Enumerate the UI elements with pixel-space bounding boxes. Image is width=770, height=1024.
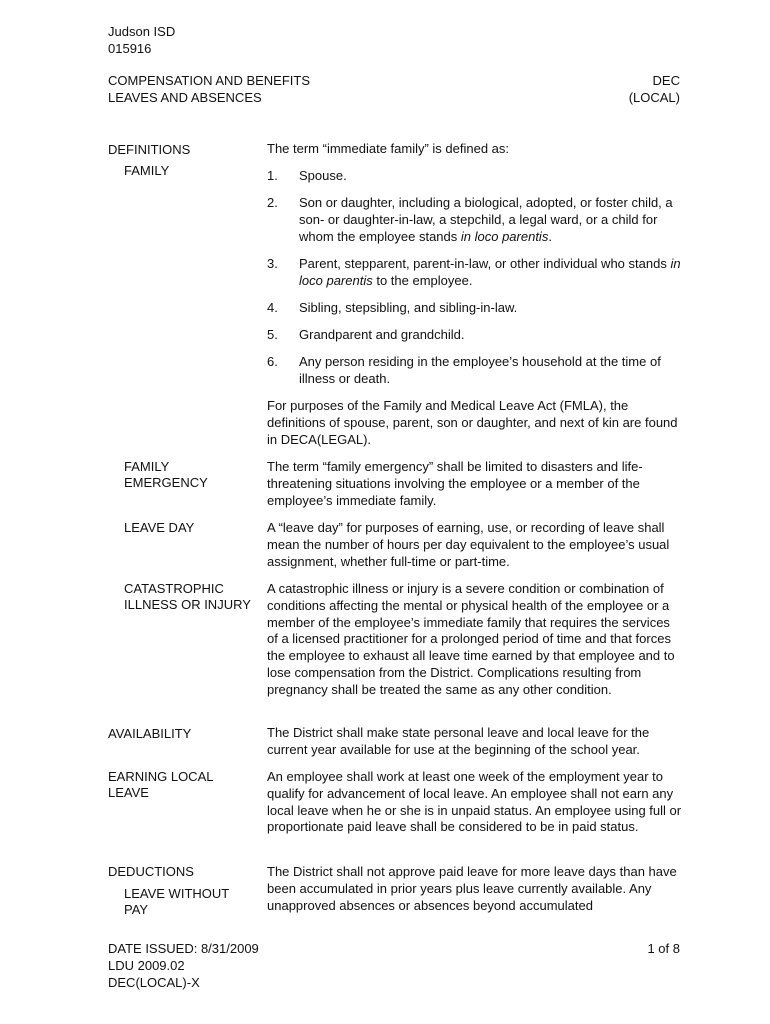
label-family: FAMILY — [124, 163, 170, 178]
date-issued: DATE ISSUED: 8/31/2009 — [108, 941, 259, 956]
label-deductions: DEDUCTIONS — [108, 864, 194, 879]
label-availability: AVAILABILITY — [108, 726, 192, 741]
label-earning-local-leave: EARNING LOCAL LEAVE — [108, 769, 214, 801]
ldu: LDU 2009.02 — [108, 958, 185, 973]
availability-text: The District shall make state personal leave and local leave for the current year available for use at the beginning of the school year. — [267, 725, 650, 757]
deductions-text: The District shall not approve paid leave for more leave days than have been accumulated in prior years plus leave currently available. Any unapproved absences or absences beyond accumulated — [267, 864, 677, 913]
fmla-paragraph: For purposes of the Family and Medical Leave Act (FMLA), the definitions of spouse, parent, son or daughter, and next of kin are found in DECA(LEGAL). — [267, 398, 678, 447]
label-catastrophic: CATASTROPHIC ILLNESS OR INJURY — [124, 581, 251, 613]
label-leave-without-pay: LEAVE WITHOUT PAY — [124, 886, 230, 918]
district-code: 015916 — [108, 41, 152, 56]
label-definitions: DEFINITIONS — [108, 142, 191, 157]
family-intro: The term “immediate family” is defined as: — [267, 141, 510, 156]
page-number: 1 of 8 — [647, 941, 680, 956]
label-family-emergency: FAMILY EMERGENCY — [124, 459, 208, 491]
earning-text: An employee shall work at least one week of the employment year to qualify for advancement of local leave. An employee shall not earn any local leave when he or she is in unpaid status. An employee using full or proportionate paid leave shall be considered to be in paid status. — [267, 769, 682, 835]
doc-code: DEC(LOCAL)-X — [108, 975, 200, 990]
catastrophic-text: A catastrophic illness or injury is a severe condition or combination of conditions affecting the mental or physical health of the employee or a member of the employee’s immediate family that requires the services of a licensed practitioner for a prolonged period of time and that forces the employee to exhaust all leave time earned by that employee and to lose compensation from the District. Complications resulting from pregnancy shall be treated the same as any other condition. — [267, 581, 675, 697]
section-title-2: LEAVES AND ABSENCES — [108, 90, 262, 105]
family-emergency-text: The term “family emergency” shall be limited to disasters and life-threatening situations involving the employee or a member of the employee’s immediate family. — [267, 459, 643, 508]
label-leave-day: LEAVE DAY — [124, 520, 195, 535]
policy-code: DEC — [652, 73, 680, 88]
leave-day-text: A “leave day” for purposes of earning, use, or recording of leave shall mean the number of hours per day equivalent to the employee’s usual assignment, whether full-time or part-time. — [267, 520, 670, 569]
section-title-1: COMPENSATION AND BENEFITS — [108, 73, 311, 88]
district-name: Judson ISD — [108, 24, 176, 39]
policy-type: (LOCAL) — [628, 90, 680, 105]
